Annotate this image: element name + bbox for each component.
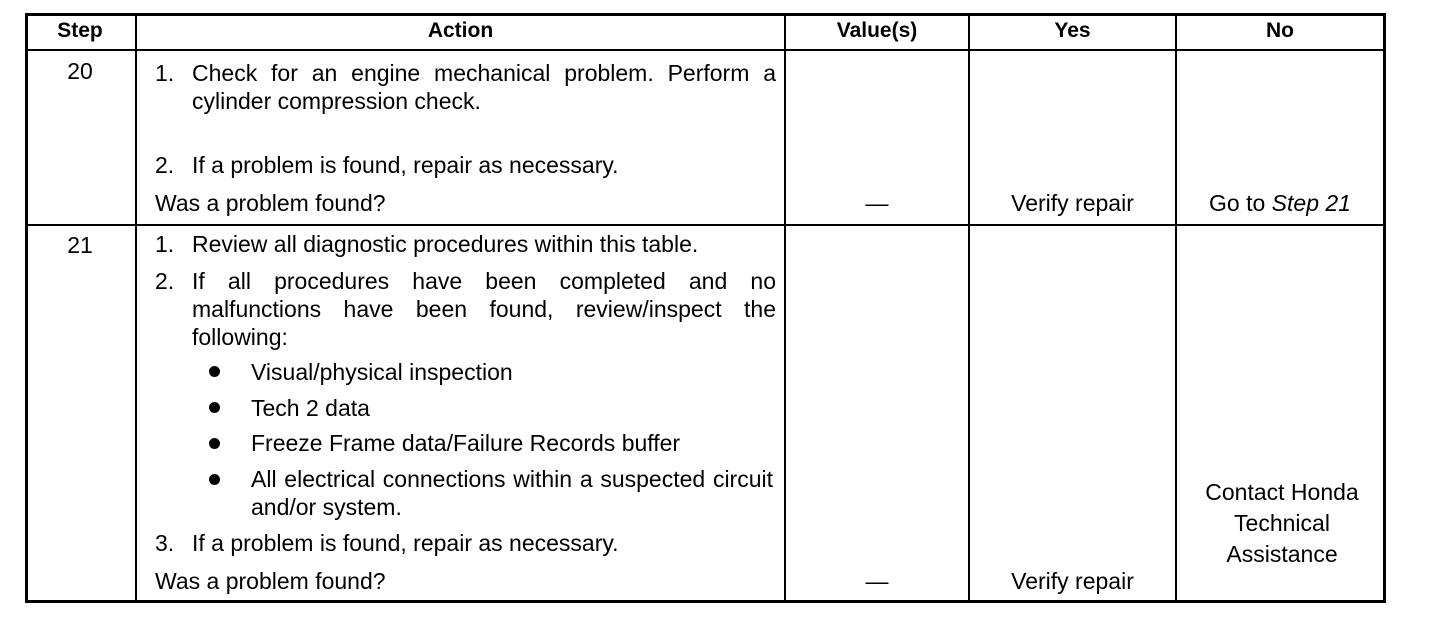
action-item-number: 1.: [155, 60, 175, 86]
bullet-icon: [209, 402, 220, 413]
diagnostic-table: [25, 13, 1386, 603]
no-cell: Contact Honda Technical Assistance: [1205, 479, 1359, 567]
bullet-icon: [209, 474, 220, 485]
table-border-left: [25, 13, 28, 603]
action-item: If a problem is found, repair as necessary.: [192, 530, 619, 556]
header-action: Action: [427, 19, 494, 42]
header-no: No: [1266, 19, 1294, 42]
column-divider: [784, 13, 786, 603]
action-item: Review all diagnostic procedures within this table.: [192, 231, 699, 257]
action-item-number: 1.: [155, 231, 175, 257]
column-divider: [135, 13, 137, 603]
action-question: Was a problem found?: [155, 190, 386, 216]
action-item: Check for an engine mechanical problem. Perform a cylinder compression check.: [192, 60, 776, 114]
table-border-bottom: [25, 600, 1386, 603]
value-cell: —: [865, 568, 889, 594]
step-number: 20: [67, 58, 93, 84]
header-step: Step: [57, 19, 103, 42]
action-item: If a problem is found, repair as necessary.: [192, 152, 619, 178]
yes-cell: Verify repair: [1011, 568, 1134, 594]
header-values: Value(s): [836, 19, 918, 42]
action-item-number: 3.: [155, 530, 175, 556]
no-cell-text: Go to: [1209, 190, 1272, 216]
checklist-item: All electrical connections within a suspected circuit and/or system.: [251, 466, 773, 520]
checklist-item: Tech 2 data: [251, 395, 370, 421]
bullet-icon: [209, 366, 220, 377]
yes-cell: Verify repair: [1011, 190, 1134, 216]
row-divider: [25, 224, 1386, 226]
checklist-item: Visual/physical inspection: [251, 359, 513, 385]
action-item: If all procedures have been completed and no malfunctions have been found, review/inspect the following:: [192, 268, 776, 350]
action-question: Was a problem found?: [155, 568, 386, 594]
checklist-item: Freeze Frame data/Failure Records buffer: [251, 430, 681, 456]
value-cell: —: [865, 190, 889, 216]
action-item-number: 2.: [155, 152, 175, 178]
no-cell: [1177, 189, 1383, 217]
header-yes: Yes: [1054, 19, 1091, 42]
column-divider: [968, 13, 970, 603]
table-border-top: [25, 13, 1386, 16]
action-item-number: 2.: [155, 268, 175, 294]
header-divider: [25, 49, 1386, 51]
step-reference: Step 21: [1271, 190, 1351, 216]
step-number: 21: [67, 232, 93, 258]
bullet-icon: [209, 438, 220, 449]
